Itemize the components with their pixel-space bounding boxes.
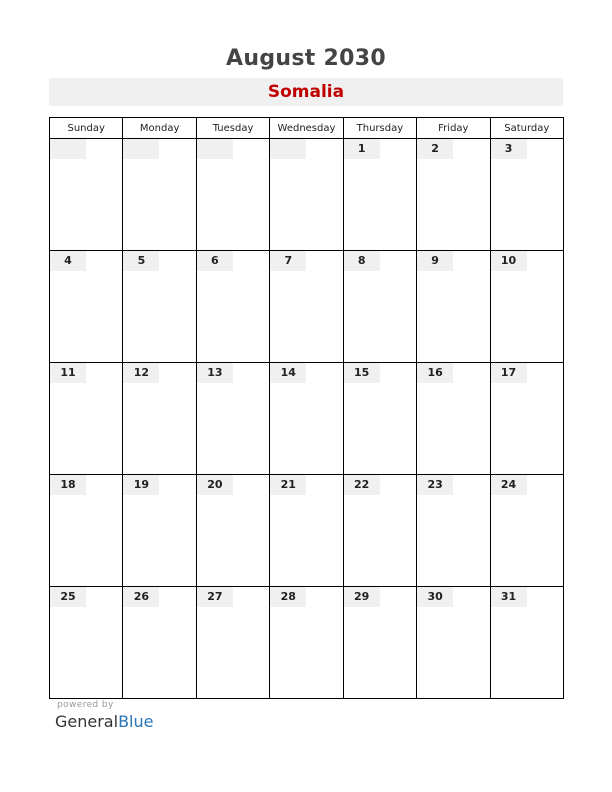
day-number: 11 (50, 363, 86, 383)
generalblue-logo[interactable] (55, 712, 153, 731)
weekday-sunday: Sunday (50, 118, 123, 139)
weekday-friday: Friday (417, 118, 490, 139)
week-row (50, 475, 564, 587)
day-number: 22 (344, 475, 380, 495)
month-calendar (49, 117, 564, 699)
day-cell (50, 251, 123, 363)
day-cell (417, 475, 490, 587)
day-cell (270, 139, 343, 251)
day-cell (50, 363, 123, 475)
day-cell (490, 139, 563, 251)
day-cell (343, 251, 416, 363)
weekday-monday: Monday (123, 118, 196, 139)
day-number: 26 (123, 587, 159, 607)
day-number: 19 (123, 475, 159, 495)
day-cell (50, 139, 123, 251)
day-cell (417, 251, 490, 363)
country-banner (49, 78, 563, 106)
day-cell (196, 363, 269, 475)
day-number: 16 (417, 363, 453, 383)
day-number: 8 (344, 251, 380, 271)
day-cell (50, 587, 123, 699)
day-number: 15 (344, 363, 380, 383)
day-number: 6 (197, 251, 233, 271)
day-cell (196, 587, 269, 699)
day-number: 28 (270, 587, 306, 607)
day-number: 1 (344, 139, 380, 159)
day-number: 9 (417, 251, 453, 271)
day-number: 20 (197, 475, 233, 495)
day-cell (196, 251, 269, 363)
day-number: 5 (123, 251, 159, 271)
day-cell (196, 475, 269, 587)
day-cell (50, 475, 123, 587)
day-number (197, 139, 233, 159)
day-number: 31 (491, 587, 527, 607)
day-number: 3 (491, 139, 527, 159)
day-number: 30 (417, 587, 453, 607)
day-cell (270, 587, 343, 699)
day-number: 29 (344, 587, 380, 607)
brand-blue-text: Blue (118, 712, 154, 731)
day-number: 25 (50, 587, 86, 607)
day-cell (270, 251, 343, 363)
day-number: 23 (417, 475, 453, 495)
day-number: 24 (491, 475, 527, 495)
day-number: 18 (50, 475, 86, 495)
day-cell (417, 139, 490, 251)
powered-by-label: powered by (57, 700, 114, 710)
day-cell (343, 475, 416, 587)
day-cell (490, 251, 563, 363)
day-number (50, 139, 86, 159)
weekday-thursday: Thursday (343, 118, 416, 139)
week-row (50, 587, 564, 699)
day-number: 17 (491, 363, 527, 383)
day-number: 12 (123, 363, 159, 383)
day-number: 21 (270, 475, 306, 495)
day-cell (196, 139, 269, 251)
weekday-tuesday: Tuesday (196, 118, 269, 139)
day-cell (417, 587, 490, 699)
day-number: 7 (270, 251, 306, 271)
day-number: 10 (491, 251, 527, 271)
brand-general-text: General (55, 712, 119, 731)
day-cell (343, 139, 416, 251)
week-row (50, 251, 564, 363)
day-cell (270, 475, 343, 587)
day-number: 13 (197, 363, 233, 383)
day-cell (343, 587, 416, 699)
day-cell (490, 363, 563, 475)
calendar-title: August 2030 (226, 46, 386, 71)
day-cell (490, 475, 563, 587)
day-cell (417, 363, 490, 475)
week-row (50, 139, 564, 251)
day-cell (123, 587, 196, 699)
country-name: Somalia (267, 82, 345, 102)
day-cell (490, 587, 563, 699)
day-number (270, 139, 306, 159)
day-cell (123, 363, 196, 475)
weekday-saturday: Saturday (490, 118, 563, 139)
day-number: 27 (197, 587, 233, 607)
weekday-wednesday: Wednesday (270, 118, 343, 139)
day-number: 14 (270, 363, 306, 383)
day-cell (123, 139, 196, 251)
day-cell (123, 475, 196, 587)
day-number (123, 139, 159, 159)
footer (55, 700, 153, 731)
day-cell (343, 363, 416, 475)
day-number: 4 (50, 251, 86, 271)
weekday-header-row (50, 118, 564, 139)
day-number: 2 (417, 139, 453, 159)
day-cell (270, 363, 343, 475)
week-row (50, 363, 564, 475)
day-cell (123, 251, 196, 363)
